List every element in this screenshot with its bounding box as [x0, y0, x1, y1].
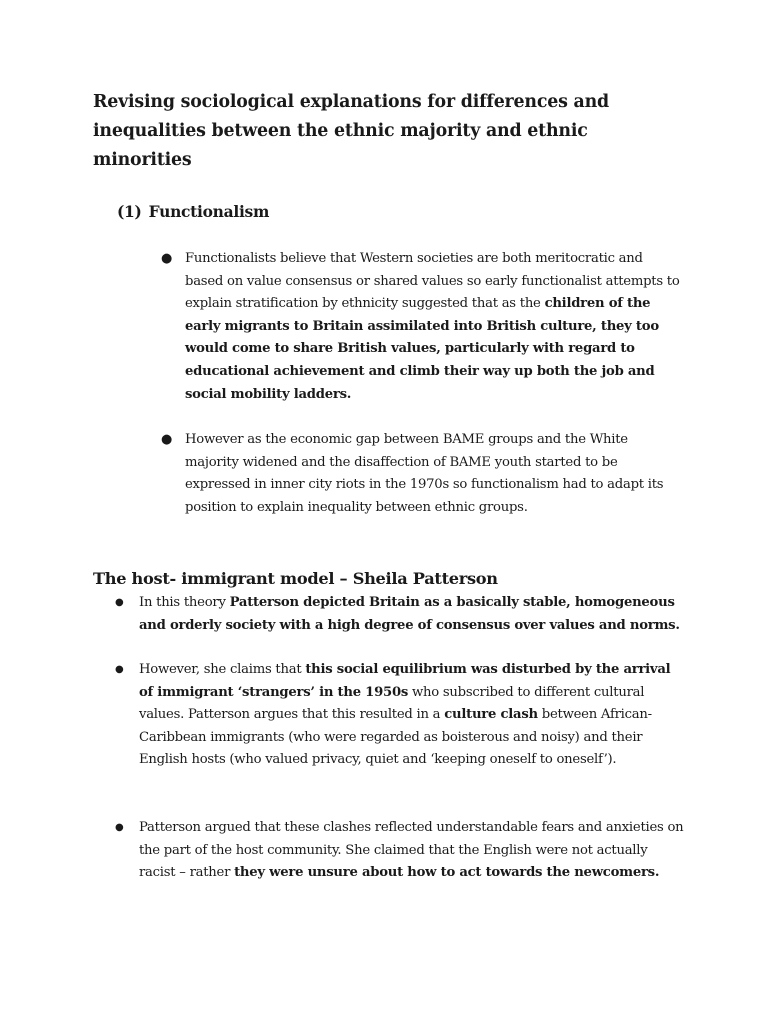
section-heading-text: Functionalism [148, 202, 270, 221]
bold-text: culture clash [444, 707, 538, 723]
list-item-text: In this theory Patterson depicted Britain as a basically stable, homogeneous and orderly society with a high degree of consensus over values and norms. [139, 595, 680, 633]
list-item-text: Functionalists believe that Western societies are both meritocratic and based on value consensus or shared values so early functionalist attempts to explain stratification by ethnicity suggested that as the children of the early migrants to Britain assimilated into British culture, they too would come to share British values, particularly with regard to educational achievement and climb their way up both the job and social mobility ladders. [185, 251, 680, 402]
section-heading-functionalism [117, 200, 269, 224]
bullet-icon: ● [115, 597, 124, 608]
list-item-text: However as the economic gap between BAME groups and the White majority widened and the disaffection of BAME youth started to be expressed in inner city riots in the 1970s so functionalism had to adapt its position to explain inequality between ethnic groups. [185, 432, 664, 515]
bold-text: Patterson depicted Britain as a basically stable, homogeneous and orderly society with a high degree of consensus over values and norms. [139, 595, 680, 633]
list-item [115, 817, 684, 885]
section-number: (1) [117, 202, 142, 221]
bold-text: children of the early migrants to Britain assimilated into British culture, they too would come to share British values, particularly with regard to educational achievement and climb their way up both the job and social mobility ladders. [185, 296, 659, 402]
bullet-icon: ● [115, 822, 124, 833]
list-item [115, 592, 684, 637]
bold-text: this social equilibrium was disturbed by the arrival of immigrant ‘strangers’ in the 1950s [139, 662, 671, 700]
bold-text: they were unsure about how to act towards the newcomers. [234, 865, 660, 881]
list-item [161, 248, 680, 406]
list-item-text: Patterson argued that these clashes reflected understandable fears and anxieties on the part of the host community. She claimed that the English were not actually racist – rather they were unsure about how to act towards the newcomers. [139, 820, 684, 881]
list-item [161, 429, 680, 519]
bullet-icon: ● [161, 251, 173, 266]
list-item-text: However, she claims that this social equilibrium was disturbed by the arrival of immigrant ‘strangers’ in the 1950s who subscribed to different cultural values. Patterson argues that this resulted in a culture clash between African-Caribbean immigrants (who were regarded as boisterous and noisy) and their English hosts (who valued privacy, quiet and ‘keeping oneself to oneself’). [139, 662, 671, 768]
section-heading-host-immigrant: The host- immigrant model – Sheila Patterson [93, 569, 498, 588]
bullet-icon: ● [115, 664, 124, 675]
list-item [115, 659, 684, 772]
bullet-icon: ● [161, 432, 173, 447]
page-title: Revising sociological explanations for differences and inequalities between the ethnic majority and ethnic minorities [93, 92, 609, 170]
